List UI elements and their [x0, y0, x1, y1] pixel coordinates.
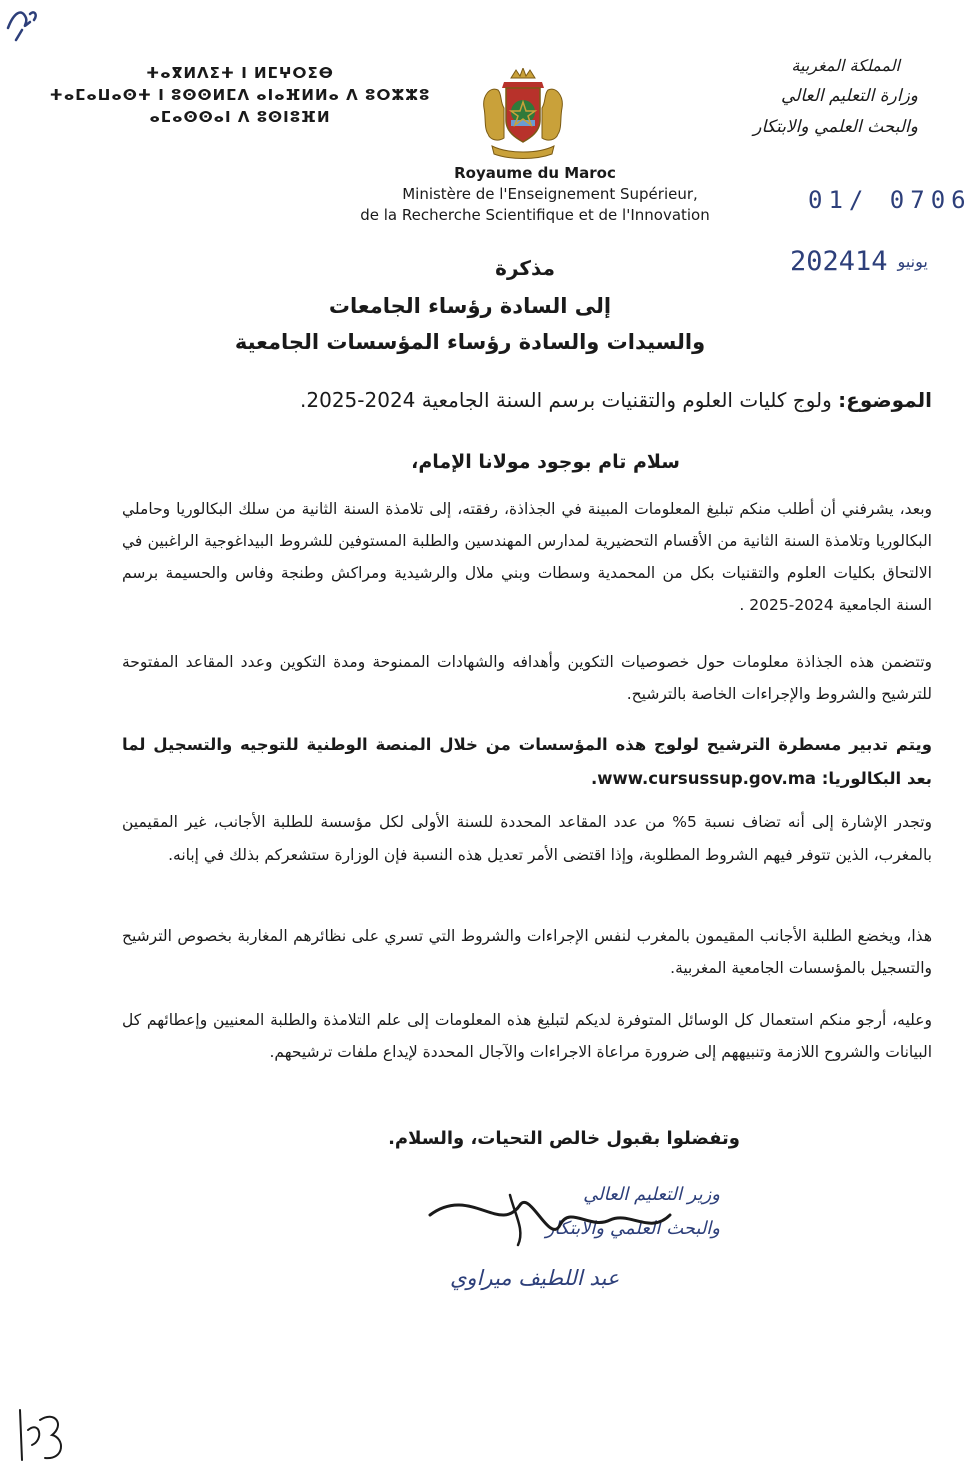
french-header-kingdom: Royaume du Maroc	[454, 164, 616, 182]
signature-title-line-2: والبحث العلمي والابتكار	[545, 1218, 720, 1239]
reference-number-stamp: 01/ 0706	[808, 186, 972, 214]
french-header	[330, 163, 740, 226]
body-paragraph: وبعد، يشرفني أن أطلب منكم تبليغ المعلومات المبينة في الجذاذة، رفقته، إلى تلامذة السنة الثانية من سلك البكالوريا وحاملي البكالوريا وتلامذة السنة الثانية من الأقسام التحضيرية لمدارس المهندسين والطلبة المستوفين للشروط البيداغوجية الراغبين في الالتحاق بكليات العلوم والتقنيات بكل من المحمدية وسطات وبني ملال والرشيدية ومراكش وطنجة وفاس والحسيمة برسم السنة الجامعية 2024-2025 .	[122, 500, 932, 614]
handwritten-page-number	[10, 1400, 80, 1469]
addressee-line-2: والسيدات والسادة رؤساء المؤسسات الجامعية	[234, 330, 706, 354]
memo-subject	[52, 388, 932, 412]
handwritten-signature	[410, 1175, 710, 1275]
moroccan-coat-of-arms-icon	[478, 68, 568, 160]
tifinagh-line-1: ⵜⴰⴳⵍⴷⵉⵜ ⵏ ⵍⵎⵖⵔⵉⴱ	[146, 64, 334, 82]
date-year: 2024	[790, 246, 856, 277]
date-stamp	[790, 246, 938, 277]
french-header-ministry: Ministère de l'Enseignement Supérieur,	[402, 185, 698, 203]
body-paragraph: وتتضمن هذه الجذاذة معلومات حول خصوصيات التكوين وأهدافه والشهادات الممنوحة ومدة التكوين وعدد المقاعد المفتوحة للترشيح والشروط والإجراءات الخاصة بالترشيح.	[122, 653, 932, 703]
arabic-header-research: والبحث العلمي والابتكار	[753, 117, 918, 137]
body-paragraph: هذا، ويخضع الطلبة الأجانب المقيمون بالمغرب لنفس الإجراءات والشروط التي تسري على نظائرهم المغاربة بخصوص الترشيح والتسجيل بالمؤسسات الجامعية المغربية.	[122, 927, 932, 977]
date-month: يونيو	[897, 252, 928, 271]
memo-title: مذكرة	[495, 256, 555, 280]
greeting: سلام تام بوجود مولانا الإمام،	[411, 451, 680, 473]
handwritten-initial-mark	[0, 0, 50, 50]
date-day: 14	[855, 246, 888, 277]
body-paragraph-platform: ويتم تدبير مسطرة الترشيح لولوج هذه المؤسسات من خلال المنصة الوطنية للتوجيه والتسجيل لما بعد البكالوريا: www.cursussup.gov.ma.	[122, 735, 932, 788]
tifinagh-line-2: ⵜⴰⵎⴰⵡⴰⵙⵜ ⵏ ⵓⵙⵙⵍⵎⴷ ⴰⵏⴰⴼⵍⵍⴰ ⴷ ⵓⵔⵣⵣⵓ	[49, 86, 431, 104]
signatory-name: عبد اللطيف ميراوي	[450, 1266, 620, 1290]
arabic-header-kingdom: المملكة المغربية	[791, 56, 900, 75]
body-paragraph: وتجدر الإشارة إلى أنه تضاف نسبة 5% من عدد المقاعد المحددة للسنة الأولى لكل مؤسسة للطلبة الأجانب، غير المقيمين بالمغرب، الذين تتوفر فيهم الشروط المطلوبة، وإذا اقتضى الأمر تعديل هذه النسبة فإن الوزارة ستشعركم بذلك في إبانه.	[122, 813, 932, 864]
signature-title-line-1: وزير التعليم العالي	[583, 1184, 720, 1205]
addressee-line-1: إلى السادة رؤساء الجامعات	[328, 294, 612, 318]
subject-label: الموضوع:	[838, 388, 932, 412]
arabic-header-ministry: وزارة التعليم العالي	[780, 86, 918, 106]
tifinagh-line-3: ⴰⵎⴰⵙⵙⴰⵏ ⴷ ⵓⵙⵏⵓⴼⵍ	[149, 108, 331, 126]
arabic-header	[658, 50, 918, 143]
body-paragraph: وعليه، أرجو منكم استعمال كل الوسائل المتوفرة لديكم لتبليغ هذه المعلومات إلى علم التلامذة والطلبة المعنيين وإعطائهم كل البيانات والشروح اللازمة وتنبيههم إلى ضرورة مراعاة الاجراءات والآجال المحددة لإيداع ملفات ترشيحهم.	[122, 1011, 932, 1061]
tifinagh-header	[40, 62, 440, 128]
french-header-research: de la Recherche Scientifique et de l'Innovation	[360, 206, 710, 224]
closing-line: وتفضلوا بقبول خالص التحيات، والسلام.	[388, 1128, 740, 1149]
subject-text: ولوج كليات العلوم والتقنيات برسم السنة الجامعية 2024-2025.	[300, 388, 832, 412]
